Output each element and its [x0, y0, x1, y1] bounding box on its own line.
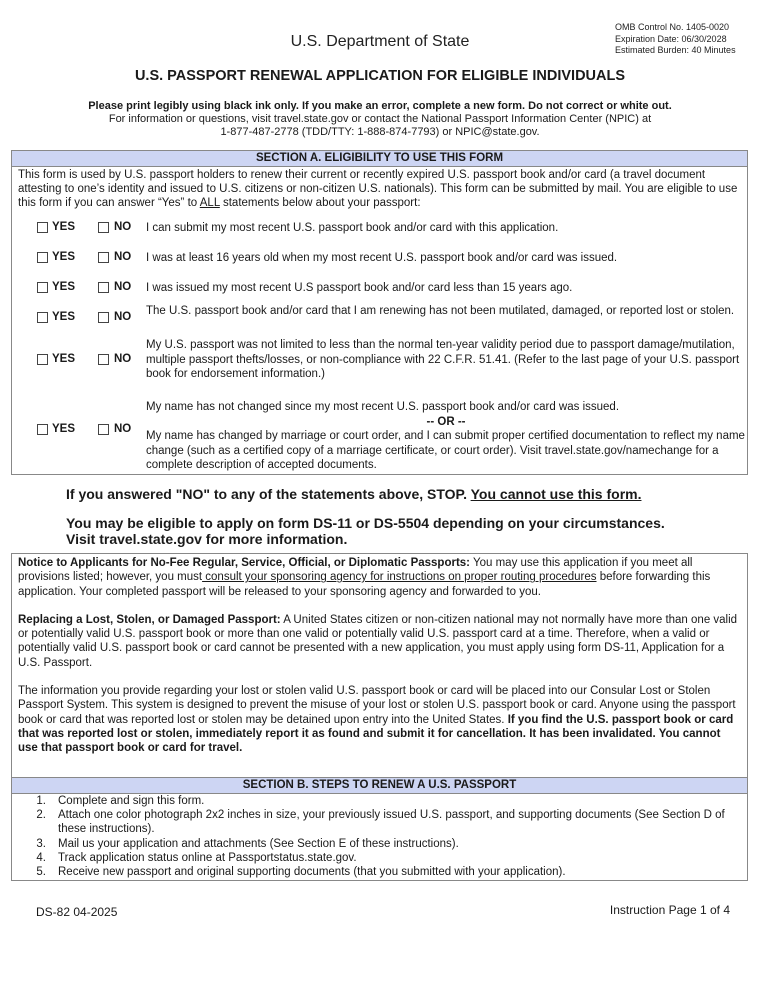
yes-checkbox-6[interactable] [37, 424, 48, 435]
lost-stolen-system-text: The information you provide regarding your lost or stolen valid U.S. passport book or card will be placed into our Consular Lost or Stolen Passport System. This system is designed to prevent the misuse of your lost or stolen U.S. passport book or card. Anyone using the passport book or card that was reported lost or stolen may be detained upon entry into the United States. [18, 685, 736, 726]
renewal-steps [12, 794, 747, 879]
yes-label: YES [52, 221, 76, 233]
no-label: NO [114, 251, 132, 263]
yes-checkbox-4[interactable] [37, 312, 48, 323]
step-item [18, 794, 741, 808]
instruction-contact: For information or questions, visit travel.state.gov or contact the National Passport Information Center (NPIC) at [108, 113, 652, 125]
no-checkbox-1[interactable] [98, 222, 109, 233]
expiration-date: Expiration Date: 06/30/2028 [615, 33, 727, 44]
yes-label: YES [52, 281, 76, 293]
intro-all: ALL [199, 197, 220, 209]
no-label: NO [114, 353, 132, 365]
step-text: Track application status online at Passportstatus.state.gov. [58, 851, 357, 864]
no-label: NO [114, 423, 132, 435]
omb-control-number: OMB Control No. 1405-0020 [615, 22, 730, 32]
or-separator: -- OR -- [426, 415, 466, 428]
name-statements [146, 400, 746, 473]
no-checkbox-6[interactable] [98, 424, 109, 435]
no-label: NO [114, 281, 132, 293]
lost-stolen-heading: Replacing a Lost, Stolen, or Damaged Passport: [18, 613, 281, 626]
no-checkbox-3[interactable] [98, 282, 109, 293]
intro-text: This form is used by U.S. passport holders to renew their current or recently expired U.S. passport book and/or card (a travel document attesting to one’s identity and issued to U.S. citizens or non-citizen U.S. nationals). This form can be submitted by mail. You are eligible to use this form if you can answer “Yes” to [18, 169, 738, 209]
no-fee-notice [18, 556, 741, 599]
yes-label: YES [52, 423, 76, 435]
step-text: Mail us your application and attachments (See Section E of these instructions). [58, 837, 459, 850]
lost-stolen-text: A United States citizen or non-citizen national may not normally have more than one valid or potentially valid U.S. passport book or more than one valid or potentially valid U.S. passport card at a time. Therefore, when a valid or potentially valid U.S. passport book or card cannot be presented with a new application, you must apply using form DS-11, Application for a U.S. Passport. [18, 613, 738, 669]
yes-checkbox-5[interactable] [37, 354, 48, 365]
step-number: 4. [36, 851, 46, 864]
statement-1: I can submit my most recent U.S. passport book and/or card with this application. [146, 222, 559, 234]
instruction-phone: 1-877-487-2778 (TDD/TTY: 1-888-874-7793) or NPIC@state.gov. [220, 126, 540, 138]
instructions [0, 100, 760, 139]
department-name: U.S. Department of State [290, 33, 470, 50]
cannot-use-text: You cannot use this form. [470, 486, 642, 502]
no-checkbox-2[interactable] [98, 252, 109, 263]
step-text: Attach one color photograph 2x2 inches in size, your previously issued U.S. passport, and supporting documents (See Section D of these instructions). [58, 809, 725, 836]
lost-stolen-notice [18, 613, 741, 670]
yes-label: YES [52, 353, 76, 365]
section-b [11, 777, 748, 881]
step-number: 3. [36, 837, 46, 850]
statement-2: I was at least 16 years old when my most recent U.S. passport book and/or card was issued. [146, 252, 618, 264]
step-item [18, 837, 741, 851]
estimated-burden: Estimated Burden: 40 Minutes [615, 45, 736, 55]
section-a-heading: SECTION A. ELIGIBILITY TO USE THIS FORM [12, 151, 747, 167]
no-checkbox-4[interactable] [98, 312, 109, 323]
step-number: 2. [36, 809, 46, 822]
step-item [18, 865, 741, 879]
notices-box [11, 553, 748, 778]
instruction-bold: Please print legibly using black ink only. If you make an error, complete a new form. Do not correct or white out. [88, 100, 672, 112]
name-changed-statement: My name has changed by marriage or court order, and I can submit proper certified documentation to reflect my name change (such as a certified copy of a marriage certificate, or court order). Visit travel.state.gov/namechange for a complete description of accepted documents. [146, 430, 745, 471]
step-number: 1. [36, 795, 46, 807]
lost-stolen-system-notice [18, 684, 741, 755]
form-title: U.S. PASSPORT RENEWAL APPLICATION FOR ELIGIBLE INDIVIDUALS [134, 68, 626, 84]
statement-3: I was issued my most recent U.S passport book and/or card less than 15 years ago. [146, 282, 573, 294]
no-fee-text-end: before forwarding this application. Your completed passport will be released to your sponsoring agency and forwarded to you. [18, 571, 711, 598]
routing-instructions: consult your sponsoring agency for instructions on proper routing procedures [202, 571, 597, 584]
step-item [18, 808, 741, 836]
no-checkbox-5[interactable] [98, 354, 109, 365]
no-label: NO [114, 311, 132, 323]
yes-checkbox-2[interactable] [37, 252, 48, 263]
statement-4: The U.S. passport book and/or card that I am renewing has not been mutilated, damaged, or reported lost or stolen. [146, 305, 735, 317]
step-item [18, 851, 741, 865]
section-a [11, 150, 748, 475]
no-fee-heading: Notice to Applicants for No-Fee Regular, Service, Official, or Diplomatic Passports: [18, 557, 471, 569]
step-number: 5. [36, 866, 46, 879]
section-a-intro [12, 167, 747, 210]
statement-5: My U.S. passport was not limited to less than the normal ten-year validity period due to passport damage/mutilation, multiple passport thefts/losses, or non-compliance with 22 C.F.R. 51.41. (Refer to the last page of your U.S. passport book for endorsement information.) [146, 339, 740, 380]
yes-checkbox-1[interactable] [37, 222, 48, 233]
step-text: Receive new passport and original supporting documents (that you submitted with your application). [58, 866, 566, 879]
alternate-forms-text: You may be eligible to apply on form DS-11 or DS-5504 depending on your circumstances. [66, 515, 665, 531]
form-id: DS-82 04-2025 [36, 905, 118, 919]
found-passport-warning: If you find the U.S. passport book or card that was reported lost or stolen, immediately report it as found and submit it for cancellation. It has been invalidated. You cannot use that passport book or card for travel. [18, 713, 734, 755]
more-info-text: Visit travel.state.gov for more information. [66, 530, 348, 547]
page-number: Instruction Page 1 of 4 [609, 903, 730, 917]
intro-text-end: statements below about your passport: [219, 197, 421, 209]
stop-text: If you answered "NO" to any of the statements above, STOP. [66, 486, 471, 502]
no-label: NO [114, 221, 132, 233]
yes-label: YES [52, 251, 76, 263]
yes-label: YES [52, 311, 76, 323]
name-unchanged-statement: My name has not changed since my most recent U.S. passport book and/or card was issued. [146, 401, 620, 413]
alternate-forms [66, 516, 746, 547]
stop-warning [66, 487, 746, 503]
step-text: Complete and sign this form. [58, 795, 205, 807]
section-b-heading: SECTION B. STEPS TO RENEW A U.S. PASSPORT [12, 778, 747, 794]
no-fee-text: You may use this application if you meet all provisions listed; however, you must [18, 557, 693, 584]
yes-checkbox-3[interactable] [37, 282, 48, 293]
